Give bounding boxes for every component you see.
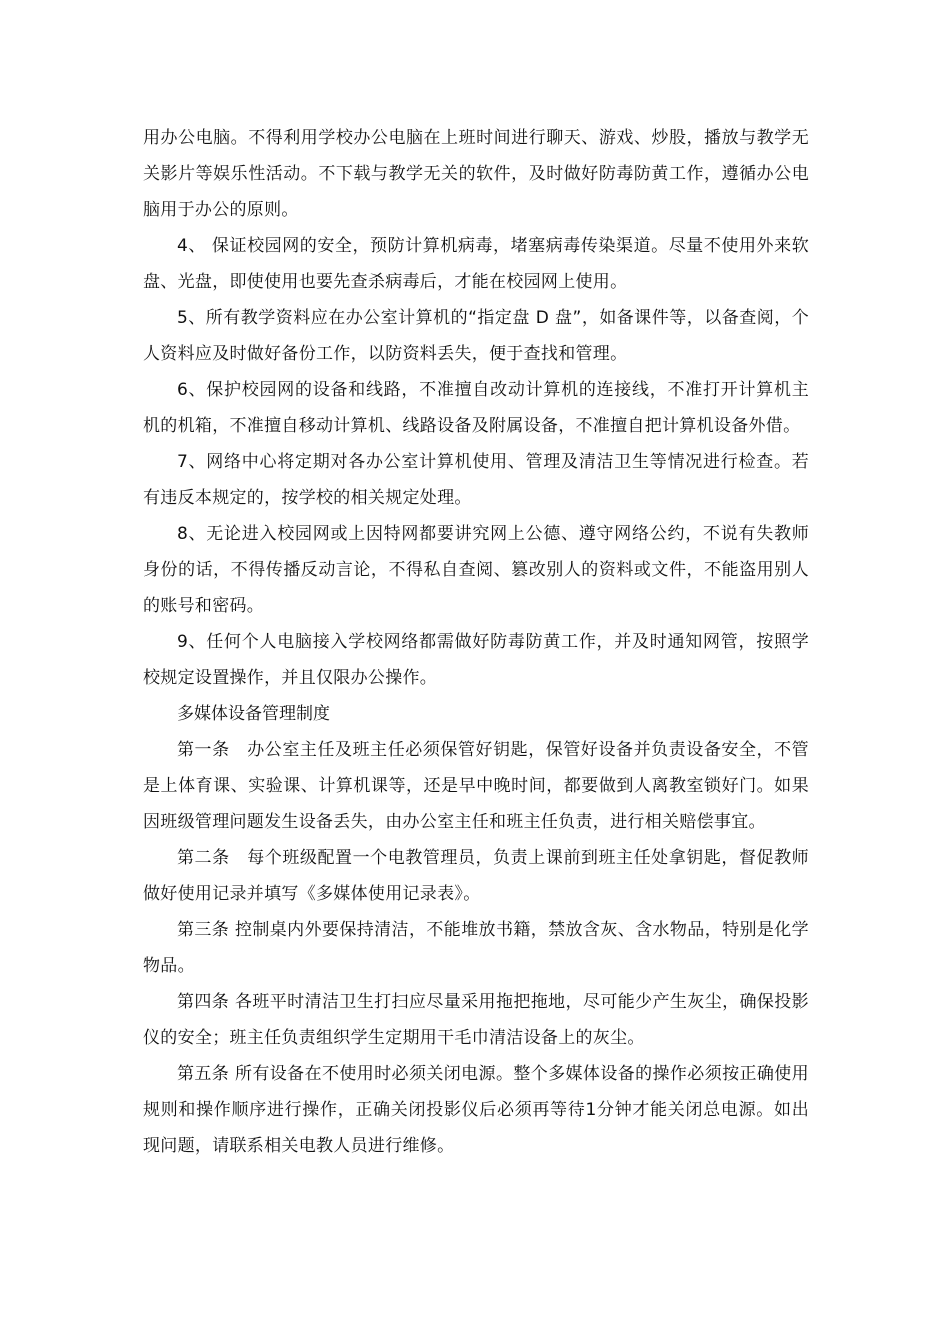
article-5: 第五条 所有设备在不使用时必须关闭电源。整个多媒体设备的操作必须按正确使用规则和操作顺序进行操作，正确关闭投影仪后必须再等待1分钟才能关闭总电源。如出现问题，请联系相关电教人员进行维修。: [143, 1064, 809, 1156]
rule-7: 7、网络中心将定期对各办公室计算机使用、管理及清洁卫生等情况进行检查。若有违反本规定的，按学校的相关规定处理。: [143, 452, 809, 508]
section-title: 多媒体设备管理制度: [177, 704, 330, 724]
intro-paragraph: 用办公电脑。不得利用学校办公电脑在上班时间进行聊天、游戏、炒股，播放与教学无关影片等娱乐性活动。不下载与教学无关的软件，及时做好防毒防黄工作，遵循办公电脑用于办公的原则。: [143, 128, 809, 220]
rule-6: 6、保护校园网的设备和线路，不准擅自改动计算机的连接线，不准打开计算机主机的机箱，不准擅自移动计算机、线路设备及附属设备，不准擅自把计算机设备外借。: [143, 380, 809, 436]
document-body: [143, 120, 809, 1164]
rule-8: 8、无论进入校园网或上因特网都要讲究网上公德、遵守网络公约，不说有失教师身份的话，不得传播反动言论，不得私自查阅、篡改别人的资料或文件，不能盗用别人的账号和密码。: [143, 524, 809, 616]
rule-4: 4、 保证校园网的安全，预防计算机病毒，堵塞病毒传染渠道。尽量不使用外来软盘、光盘，即使使用也要先查杀病毒后，才能在校园网上使用。: [143, 236, 809, 292]
rule-5: 5、所有教学资料应在办公室计算机的“指定盘 D 盘”，如备课件等，以备查阅，个人资料应及时做好备份工作，以防资料丢失，便于查找和管理。: [143, 308, 809, 364]
article-1: 第一条 办公室主任及班主任必须保管好钥匙，保管好设备并负责设备安全，不管是上体育课、实验课、计算机课等，还是早中晚时间，都要做到人离教室锁好门。如果因班级管理问题发生设备丢失，由办公室主任和班主任负责，进行相关赔偿事宜。: [143, 740, 809, 832]
article-2: 第二条 每个班级配置一个电教管理员，负责上课前到班主任处拿钥匙，督促教师做好使用记录并填写《多媒体使用记录表》。: [143, 848, 809, 904]
rule-9: 9、任何个人电脑接入学校网络都需做好防毒防黄工作，并及时通知网管，按照学校规定设置操作，并且仅限办公操作。: [143, 632, 809, 688]
article-4: 第四条 各班平时清洁卫生打扫应尽量采用拖把拖地，尽可能少产生灰尘，确保投影仪的安全；班主任负责组织学生定期用干毛巾清洁设备上的灰尘。: [143, 992, 809, 1048]
article-3: 第三条 控制桌内外要保持清洁，不能堆放书籍，禁放含灰、含水物品，特别是化学物品。: [143, 920, 809, 976]
